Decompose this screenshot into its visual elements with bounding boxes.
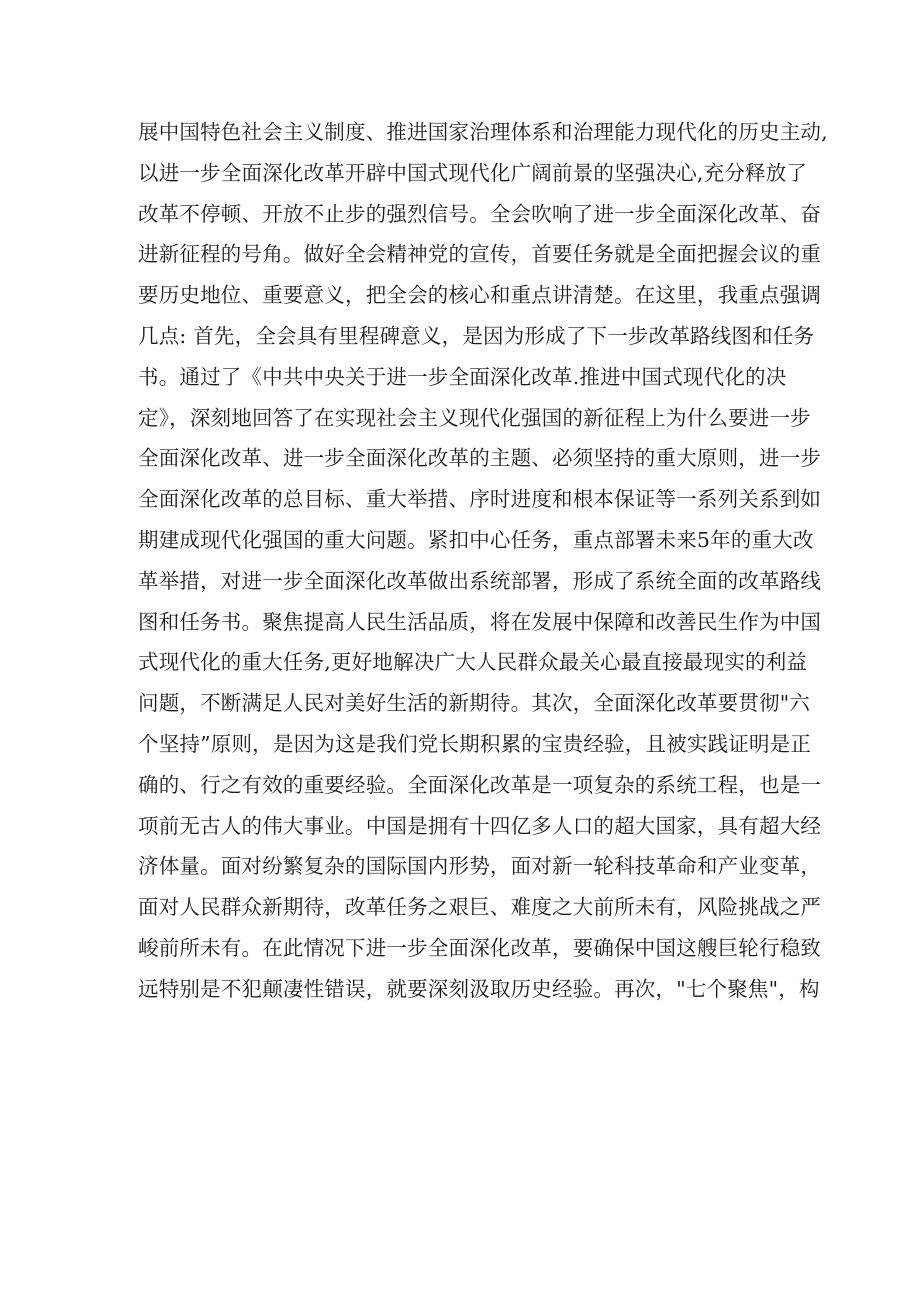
text-line: 图和任务书。聚焦提高人民生活品质，将在发展中保障和改善民生作为中国	[138, 609, 822, 634]
text-line: 远特别是不犯颠凄性错误，就要深刻汲取历史经验。再次，"七个聚焦"，构	[138, 976, 820, 1001]
text-line: 式现代化的重大任务,更好地解决广大人民群众最关心最直接最现实的利益	[138, 650, 808, 675]
text-line: 面对人民群众新期待，改革任务之艰巨、难度之大前所未有，风险挑战之严	[138, 895, 822, 920]
text-line: 济体量。面对纷繁复杂的国际国内形势，面对新一轮科技革命和产业变革，	[138, 854, 822, 879]
text-line: 个坚持”原则，是因为这是我们党长期积累的宝贵经验，且被实践证明是正	[138, 731, 812, 756]
text-line: 问题，不断满足人民对美好生活的新期待。其次，全面深化改革要贯彻"六	[138, 691, 811, 716]
text-line: 期建成现代化强国的重大问题。紧扣中心任务，重点部署未来5年的重大改	[138, 527, 814, 552]
text-line: 要历史地位、重要意义，把全会的核心和重点讲清楚。在这里，我重点强调	[138, 283, 822, 308]
text-line: 书。通过了《中共中央关于进一步全面深化改革.推进中国式现代化的决	[138, 364, 787, 389]
text-line: 全面深化改革的总目标、重大举措、序时进度和根本保证等一系列关系到如	[138, 487, 822, 512]
body-text	[138, 112, 828, 1010]
text-line: 项前无古人的伟大事业。中国是拥有十四亿多人口的超大国家，具有超大经	[138, 813, 822, 838]
text-line: 定》，深刻地回答了在实现社会主义现代化强国的新征程上为什么要进一步	[138, 405, 811, 430]
text-line: 全面深化改革、进一步全面深化改革的主题、必须坚持的重大原则，进一步	[138, 446, 822, 471]
text-line: 几点: 首先，全会具有里程碑意义，是因为形成了下一步改革路线图和任务	[138, 323, 815, 348]
text-line: 以进一步全面深化改革开辟中国式现代化广阔前景的坚强决心,充分释放了	[138, 160, 808, 185]
text-line: 革举措，对进一步全面深化改革做出系统部署，形成了系统全面的改革路线	[138, 568, 822, 593]
text-line: 改革不停顿、开放不止步的强烈信号。全会吹响了进一步全面深化改革、奋	[138, 201, 822, 226]
text-line: 峻前所未有。在此情况下进一步全面深化改革，要确保中国这艘巨轮行稳致	[138, 935, 822, 960]
text-line: 确的、行之有效的重要经验。全面深化改革是一项复杂的系统工程，也是一	[138, 772, 822, 797]
text-line: 展中国特色社会主义制度、推进国家治理体系和治理能力现代化的历史主动,	[138, 120, 828, 144]
text-line: 进新征程的号角。做好全会精神党的宣传，首要任务就是全面把握会议的重	[138, 242, 822, 267]
